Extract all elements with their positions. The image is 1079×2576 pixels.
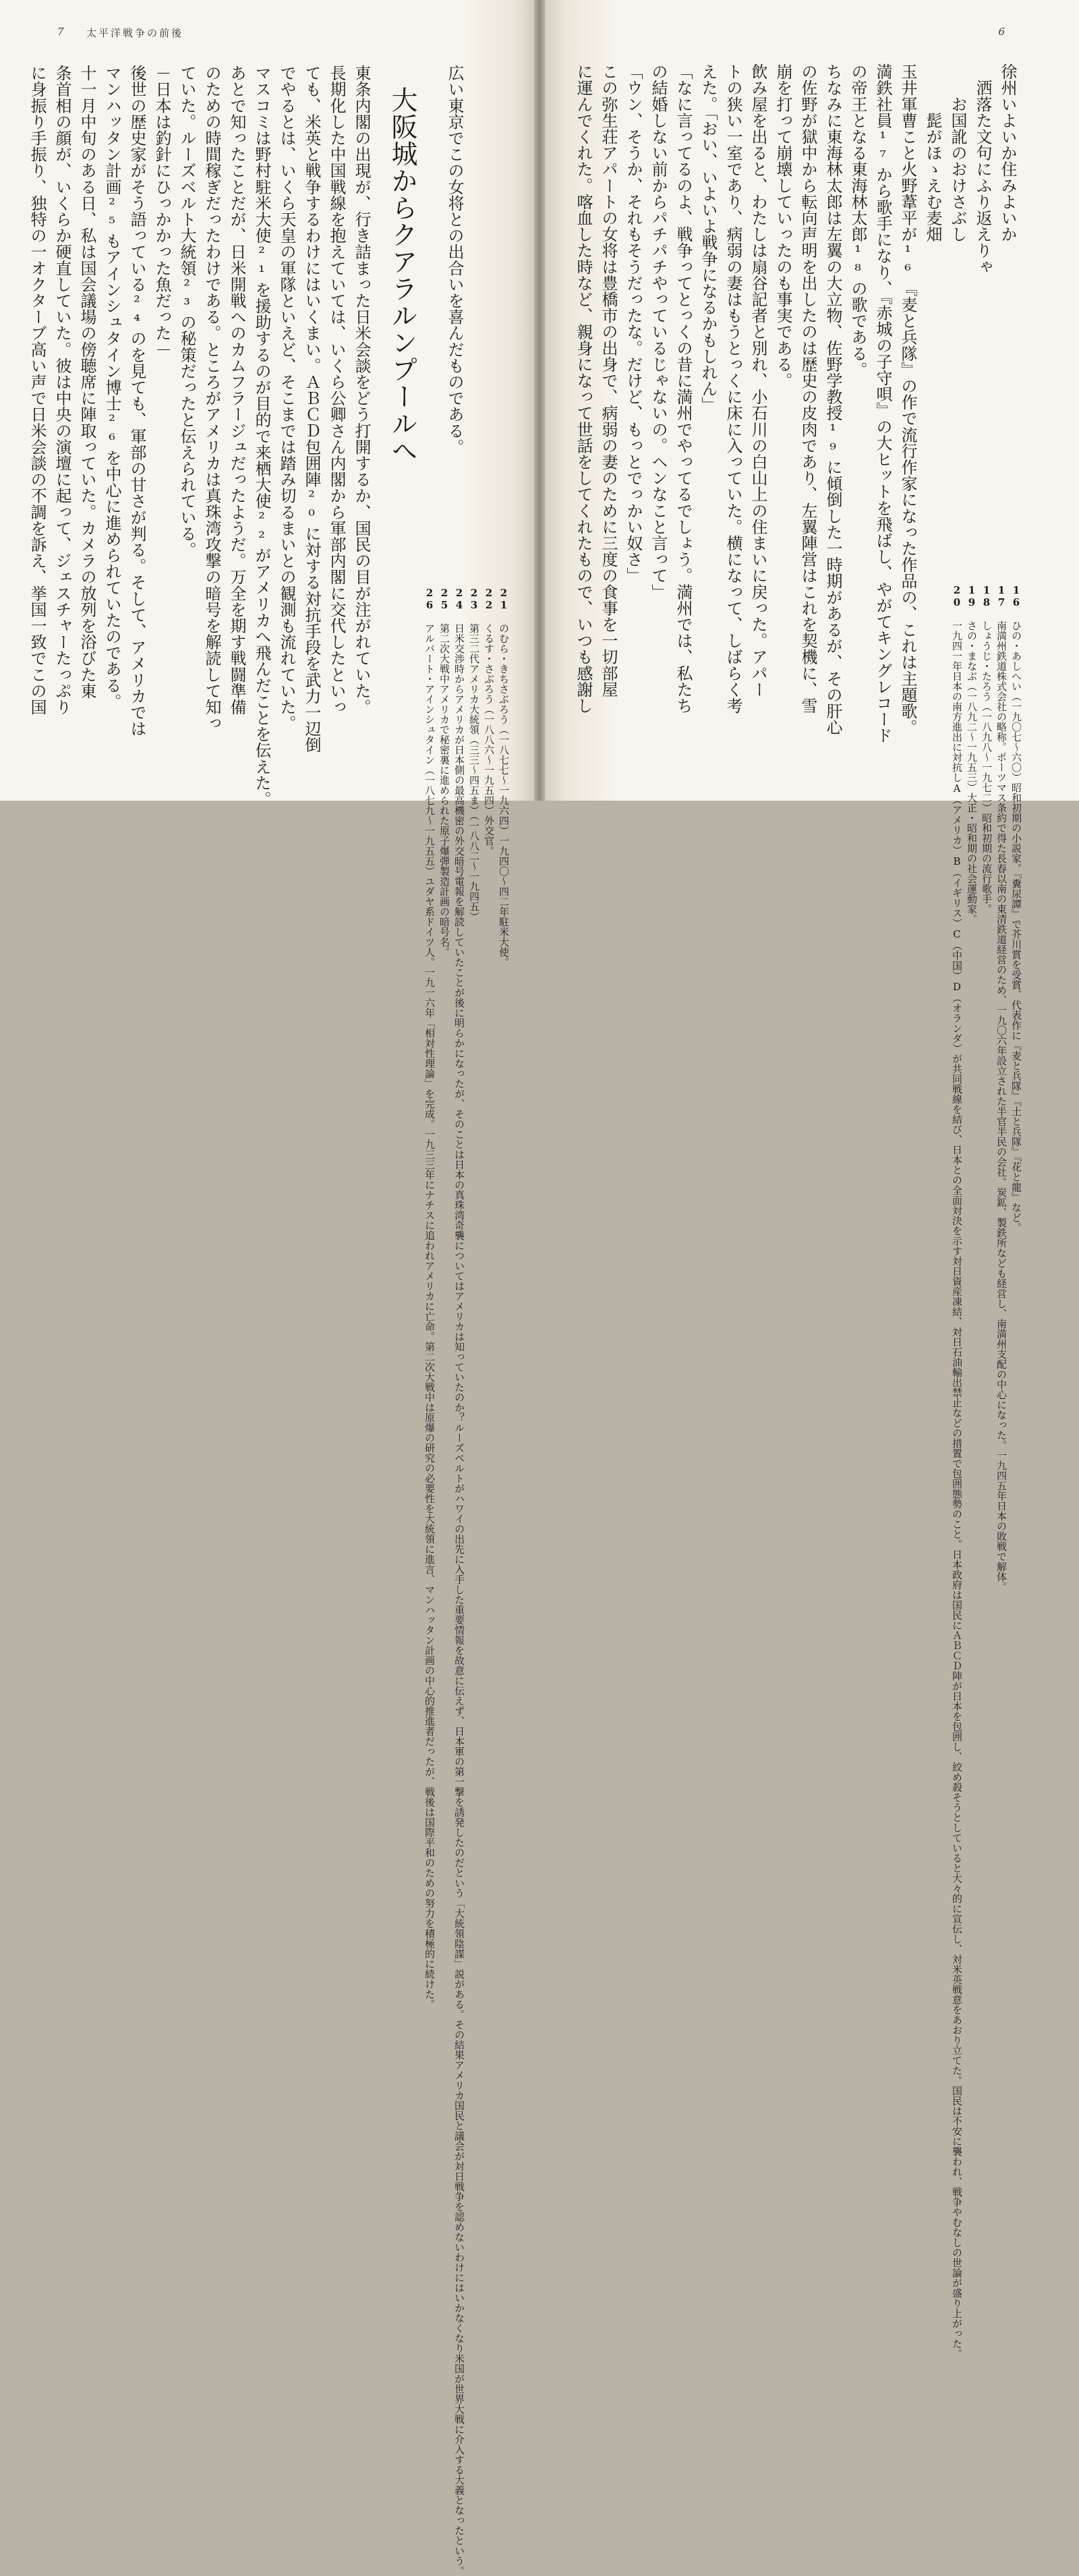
body-line: 満鉄社員¹⁷から歌手になり、『赤城の子守唄』の大ヒットを飛ばし、やがてキングレコード <box>873 63 892 744</box>
footnote-number: 24 <box>453 587 465 623</box>
book-gutter <box>534 0 545 801</box>
page-right <box>545 0 1079 2359</box>
footnote-number: 26 <box>424 587 436 623</box>
body-line: 髭がほゝえむ麦畑 <box>923 63 942 243</box>
footnote <box>1009 584 1024 1233</box>
footnote <box>979 584 994 914</box>
footnote <box>422 587 437 2009</box>
running-head: 太平洋戦争の前後 <box>86 27 184 39</box>
page-number: 6 <box>998 26 1005 38</box>
body-line: ちなみに東海林太郎は左翼の大立物、佐野学教授¹⁹に傾倒した一時期があるが、その肝心 <box>823 63 842 736</box>
footnote-text: 南満州鉄道株式会社の略称。ポーツマス条約で得た長春以南の東清鉄道経営のため、一九〇六年設立された半官半民の会社。炭鉱、製鉄所なども経営し、南満州支配の中心になった。一九四五年日本の敗戦で解体。 <box>995 621 1008 1592</box>
footnote-text: ひの・あしへい（一九〇七〜六〇）昭和初期の小説家。『糞尿譚』で芥川賞を受賞、代表作に『麦と兵隊』『土と兵隊』『花と龍』など。 <box>1010 621 1022 1233</box>
footnote-number: 20 <box>951 584 963 621</box>
body-line: に運んでくれた。喀血した時など、親身になって世話をしてくれたもので、いつも感謝し <box>574 63 593 714</box>
body-line: 長期化した中国戦線を抱えていては、いくら公卿さん内閣から軍部内閣に交代したといっ <box>327 65 346 715</box>
body-line: 「ウン、そうか、それもそうだったな。だけど、もっとでっかい奴さ」 <box>624 63 643 584</box>
body-line: 条首相の顔が、いくらか硬直していた。彼は中央の演壇に起って、ジェスチャーたっぷり <box>53 65 71 715</box>
body-line: お国訛のおけさぶし <box>948 63 967 243</box>
footnote-number: 23 <box>468 587 480 623</box>
footnote <box>994 584 1009 1592</box>
body-line: 飲み屋を出ると、わたしは扇谷記者と別れ、小石川の白山上の住まいに戻った。アパー <box>749 63 767 697</box>
body-line: ていた。ルーズベルト大統領²³の秘策だったと伝えられている。 <box>177 65 196 558</box>
footnote-number: 21 <box>498 587 510 623</box>
body-line: 「なに言ってるのよ、戦争ってとっくの昔に満州でやってるでしょう。満州では、私たち <box>674 63 693 714</box>
body-line: えた。「おい、いよいよ戦争になるかもしれん」 <box>699 63 718 413</box>
body-line: の帝王となる東海林太郎¹⁸の歌である。 <box>848 63 867 378</box>
footnote-text: 日米交渉時からアメリカが日本側の最高機密の外交暗号電報を解読していたことが後に明らかになったが、そのことは日本の真珠湾奇襲についてはアメリカは知っていたのか？ルーズベルトがハワイの出先に入手した重要情報を故意に伝えず、日本軍の第一撃を誘発したのだという「大統領陰謀」説がある。その結果アメリカ国民と議会が対日戦争を認めないわけにはいかなくなり米国が世界大戦に介入する大義となったという。 <box>453 623 465 2576</box>
body-line: 崩を打って崩壊していったのも事実である。 <box>774 63 792 389</box>
body-line: でやるとは、いくら天皇の軍隊といえど、そこまでは踏み切るまいとの観測も流れていた。 <box>277 65 296 732</box>
body-text-left <box>4 65 374 807</box>
body-line: の佐野が獄中から転向声明を出したのは歴史の皮肉であり、左翼陣営はこれを契機に、雪 <box>798 63 817 714</box>
footnote-number: 19 <box>966 584 978 621</box>
footnotes-right <box>592 584 1024 2359</box>
footnote-text: 第三二代アメリカ大統領（三三〜四五ま）（一八八二〜一九四五） <box>468 623 480 922</box>
body-line: 東条内閣の出現が、行き詰まった日米会談をどう打開するか、国民の目が注がれていた。 <box>352 65 371 715</box>
body-line: のための時間稼ぎだったわけである。ところがアメリカは真珠湾攻撃の暗号を解読して知っ <box>202 65 221 732</box>
footnote <box>496 587 511 967</box>
footnote-text: アルバート・アインシュタイン（一八七九〜一九五五）ユダヤ系ドイツ人。一九一六年「相対性理論」を完成。一九三三年にナチスに追われアメリカに亡命。第二次大戦中は原爆の研究の必要性を大統領に進言、マンハッタン計画の中心的推進者だったが、戦後は国際平和のための努力を積極的に続けた。 <box>424 623 436 2009</box>
footnote <box>467 587 482 922</box>
body-line: マスコミは野村駐米大使²¹を援助するのが目的で来栖大使²²がアメリカへ飛んだことを伝えた。 <box>252 65 271 807</box>
footnote-number: 16 <box>1010 584 1022 621</box>
footnote-text: くるす・さぶろう（一八八六〜一九五四）外交官。 <box>483 623 495 856</box>
body-line: の結婚しない前からパチパチやっているじゃないの。ヘンなこと言って」 <box>649 63 668 600</box>
body-line: 十一月中旬のある日、私は国会議場の傍聴席に陣取っていた。カメラの放列を浴びた東 <box>78 65 96 699</box>
footnote <box>437 587 452 957</box>
footnote <box>482 587 496 856</box>
body-line: 後世の歴史家がそう語っている²⁴のを見ても、軍部の甘さが判る。そして、アメリカでは <box>127 65 146 737</box>
body-line: トの狭い一室であり、病弱の妻はもうとっくに床に入っていた。横になって、しばらく考 <box>724 63 742 714</box>
footnote-text: さの・まなぶ（一八九二〜一九五三）大正・昭和期の社会運動家。 <box>966 621 978 924</box>
footnote <box>950 584 964 2359</box>
body-line: この弥生荘アパートの女将は豊橋市の出身で、病弱の妻のために三度の食事を一切部屋 <box>599 63 618 697</box>
body-line: 玉井軍曹こと火野葦平が¹⁶『麦と兵隊』の作で流行作家になった作品の、これは主題歌。 <box>898 63 917 736</box>
footnote-text: 第二次大戦中アメリカで秘密裏に進められた原子爆弾製造計画の暗号名。 <box>438 623 450 957</box>
section-heading: 大阪城からクアラルンプールへ <box>387 86 417 464</box>
footnote-number: 22 <box>483 587 495 623</box>
footnote <box>964 584 979 924</box>
footnote-text: しょうじ・たろう（一八九八〜一九七二）昭和初期の流行歌手。 <box>981 621 993 914</box>
footnote-text: 一九四一年日本の南方進出に対抗しA（アメリカ）B（イギリス）C（中国）D（オランダ）が共同戦線を結び、日本との全面対決を示す対日資産凍結、対日石油輸出禁止などの措置で包囲態勢のこと。日本政府は国民にＡＢＣＤ陣が日本を包囲し、絞め殺そうとしていると大々的に宣伝し、対米英戦意をあおり立てた。国民は不安に襲われ、戦争やむなしの世論が盛り上がった。 <box>951 621 963 2359</box>
intro-line: 広い東京でこの女将との出合いを喜んだものである。 <box>445 65 464 455</box>
body-line: に身振り手振り、独特の一オクターブ高い声で日米会談の不調を訴え、挙国一致でこの国 <box>28 65 47 715</box>
body-line: ても、米英と戦争するわけにはいくまい。ＡＢＣＤ包囲陣²⁰に対する対抗手段を武力一辺倒 <box>302 65 321 753</box>
footnote-number: 17 <box>995 584 1008 621</box>
footnote-text: のむら・きちさぶろう（一八七七〜一九六四）一九四〇〜四二年駐米大使。 <box>498 623 510 967</box>
footnotes-left <box>26 587 511 2576</box>
body-line: －日本は釣針にひっかかった魚だった－ <box>152 65 171 357</box>
footnote <box>452 587 467 2576</box>
body-line: 洒落た文句にふり返えりゃ <box>973 63 992 275</box>
footnote-number: 18 <box>981 584 993 621</box>
body-line: 徐州いよいか住みよいか <box>998 63 1017 243</box>
page-left <box>0 0 534 2576</box>
body-line: あとで知ったことだが、日米開戦へのカムフラージュだったようだ。万全を期す戦闘準備 <box>227 65 246 715</box>
footnote-number: 25 <box>438 587 450 623</box>
page-number: 7 <box>57 26 64 38</box>
body-line: マンハッタン計画²⁵もアインシュタイン博士²⁶を中心に進められていたのである。 <box>103 65 121 710</box>
